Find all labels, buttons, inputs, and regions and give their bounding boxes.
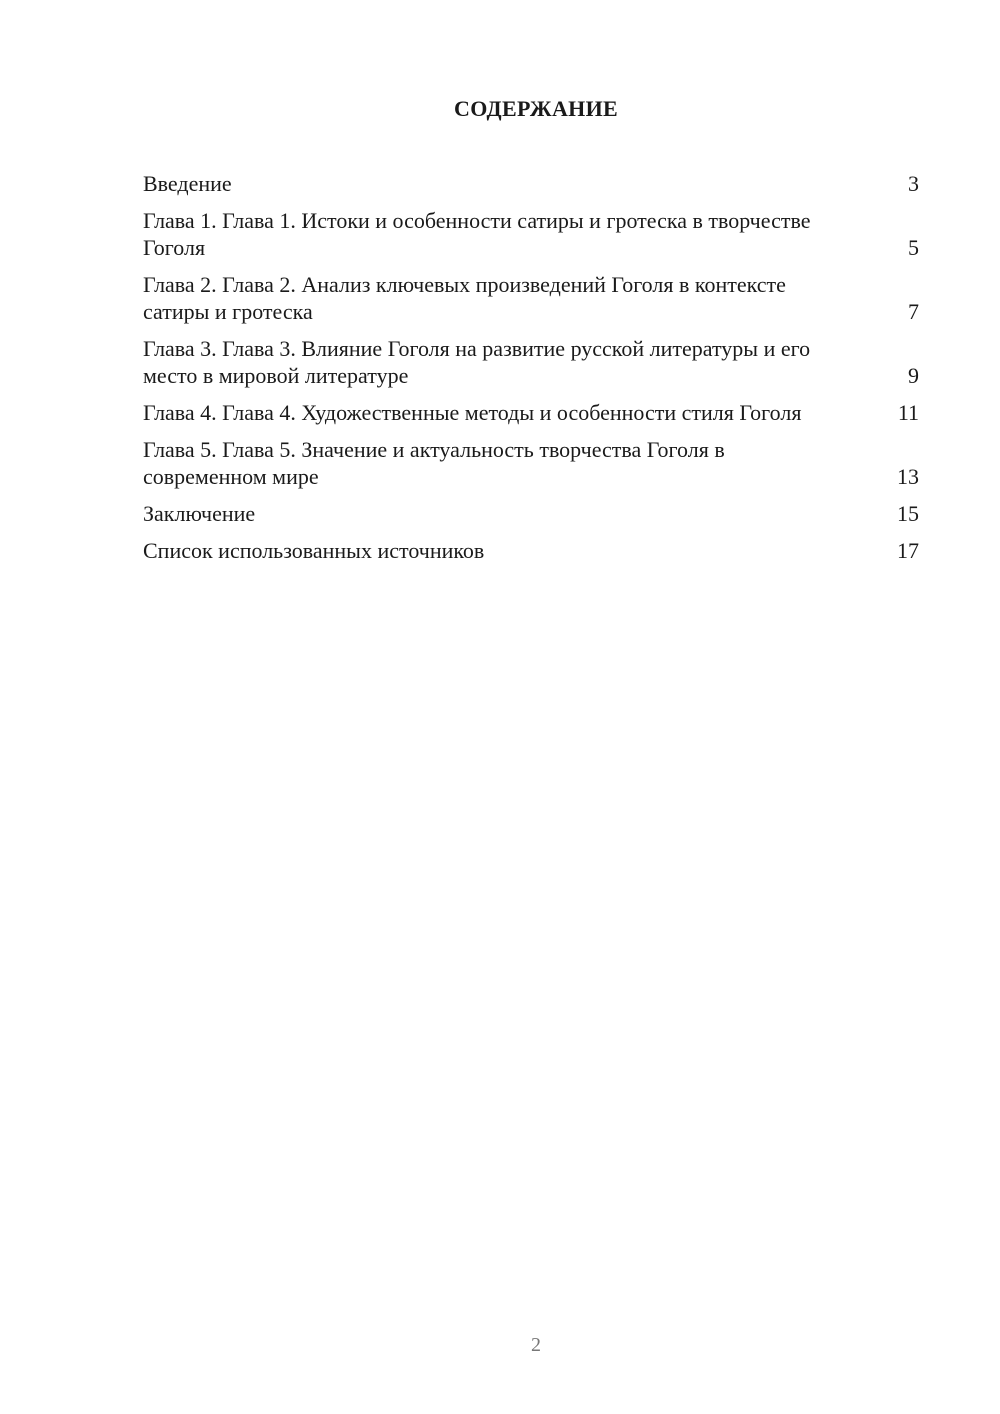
toc-entry-text: Введение — [143, 171, 232, 196]
toc-entry-page: 3 — [908, 171, 919, 196]
toc-entry-chapter-2 — [143, 271, 919, 325]
toc-entry-text: Список использованных источников — [143, 538, 485, 563]
toc-entry-text: Глава 1. Глава 1. Истоки и особенности сатиры и гротеска в творчестве Гоголя — [143, 208, 811, 260]
toc-entry-text: Глава 2. Глава 2. Анализ ключевых произведений Гоголя в контексте сатиры и гротеска — [143, 272, 786, 324]
toc-entry-page: 15 — [897, 501, 919, 526]
toc-entry-text: Заключение — [143, 501, 256, 526]
toc-entry-chapter-3 — [143, 335, 919, 389]
toc-entry-text: Глава 5. Глава 5. Значение и актуальность творчества Гоголя в современном мире — [143, 437, 725, 489]
toc-title: СОДЕРЖАНИЕ — [454, 96, 618, 121]
page-number: 2 — [531, 1334, 541, 1356]
toc-entry-page: 5 — [908, 235, 919, 260]
toc-entry-page: 9 — [908, 363, 919, 388]
toc-entry-page: 7 — [908, 299, 919, 324]
toc-entry-page: 13 — [897, 464, 919, 489]
toc-entry-page: 17 — [897, 538, 919, 563]
toc-entry-chapter-4 — [143, 399, 919, 426]
toc-entry-page: 11 — [897, 400, 919, 425]
toc-entry-chapter-1 — [143, 207, 919, 261]
toc-entry-text: Глава 3. Глава 3. Влияние Гоголя на развитие русской литературы и его место в мировой литературе — [143, 336, 811, 388]
toc-entry-references — [143, 537, 919, 564]
toc-entry-text: Глава 4. Глава 4. Художественные методы и особенности стиля Гоголя — [143, 400, 802, 425]
toc-entry-conclusion — [143, 500, 919, 527]
toc-entry-introduction — [143, 170, 919, 197]
toc-entry-chapter-5 — [143, 436, 919, 490]
table-of-contents — [143, 170, 919, 574]
